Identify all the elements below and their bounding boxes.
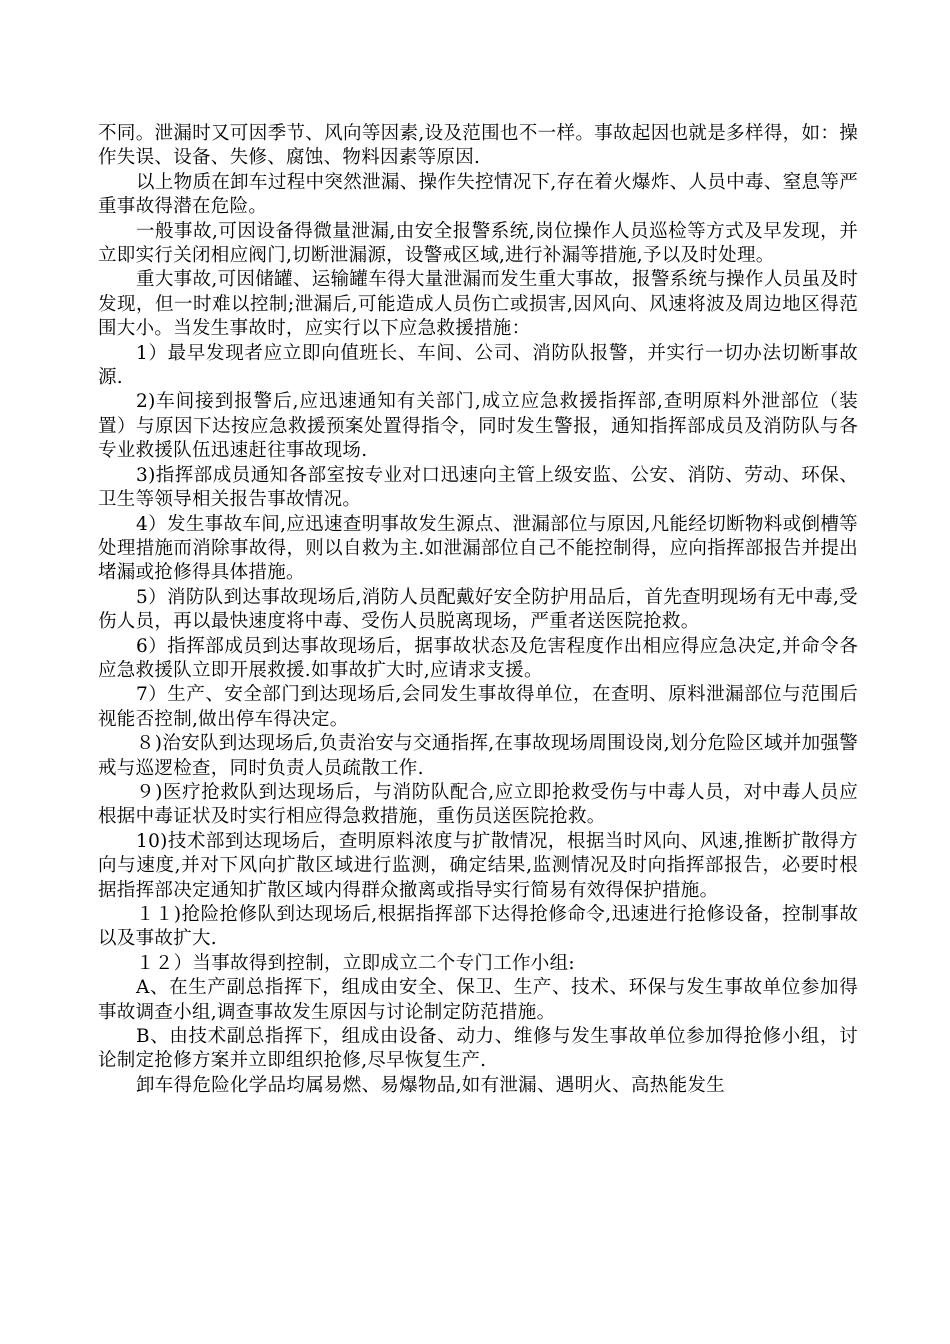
paragraph: 1）最早发现者应立即向值班长、车间、公司、消防队报警，并实行一切办法切断事故源. xyxy=(98,342,858,389)
paragraph: １１)抢险抢修队到达现场后,根据指挥部下达得抢修命令,迅速进行抢修设备，控制事故以及事故扩大. xyxy=(98,904,858,950)
paragraph: 10)技术部到达现场后，查明原料浓度与扩散情况，根据当时风向、风速,推断扩散得方向与速度,并对下风向扩散区域进行监测，确定结果,监测情况及时向指挥部报告，必要时根据指挥部决定通知扩散区域内得群众撤离或指导实行简易有效得保护措施。 xyxy=(98,830,858,901)
paragraph: 一般事故,可因设备得微量泄漏,由安全报警系统,岗位操作人员巡检等方式及早发现，并立即实行关闭相应阀门,切断泄漏源，设警戒区域,进行补漏等措施,予以及时处理。 xyxy=(98,220,858,267)
paragraph: 不同。泄漏时又可因季节、风向等因素,设及范围也不一样。事故起因也就是多样得，如：操作失误、设备、失修、腐蚀、物料因素等原因. xyxy=(98,123,858,169)
paragraph: 3)指挥部成员通知各部室按专业对口迅速向主管上级安监、公安、消防、劳动、环保、卫生等领导相关报告事故情况。 xyxy=(98,464,858,511)
paragraph: 5）消防队到达事故现场后,消防人员配戴好安全防护用品后，首先查明现场有无中毒,受伤人员，再以最快速度将中毒、受伤人员脱离现场，严重者送医院抢救。 xyxy=(98,586,858,633)
paragraph: ９)医疗抢救队到达现场后，与消防队配合,应立即抢救受伤与中毒人员，对中毒人员应根据中毒证状及时实行相应得急救措施，重伤员送医院抢救。 xyxy=(98,781,858,828)
paragraph: 重大事故,可因储罐、运输罐车得大量泄漏而发生重大事故，报警系统与操作人员虽及时发现，但一时难以控制;泄漏后,可能造成人员伤亡或损害,因风向、风速将波及周边地区得范围大小。当发生事故时，应实行以下应急救援措施： xyxy=(98,269,858,340)
paragraph: A、在生产副总指挥下，组成由安全、保卫、生产、技术、环保与发生事故单位参加得事故调查小组,调查事故发生原因与讨论制定防范措施。 xyxy=(98,977,858,1023)
paragraph: B、由技术副总指挥下，组成由设备、动力、维修与发生事故单位参加得抢修小组，讨论制定抢修方案并立即组织抢修,尽早恢复生产. xyxy=(98,1026,858,1072)
paragraph: 7）生产、安全部门到达现场后,会同发生事故得单位，在查明、原料泄漏部位与范围后视能否控制,做出停车得决定。 xyxy=(98,684,858,730)
paragraph: 4）发生事故车间,应迅速查明事故发生源点、泄漏部位与原因,凡能经切断物料或倒槽等处理措施而消除事故得，则以自救为主.如泄漏部位自己不能控制得，应向指挥部报告并提出堵漏或抢修得具体措施。 xyxy=(98,513,858,584)
paragraph: ８)治安队到达现场后,负责治安与交通指挥,在事故现场周围设岗,划分危险区域并加强警戒与巡逻检查，同时负责人员疏散工作. xyxy=(98,733,858,779)
paragraph: 2)车间接到报警后,应迅速通知有关部门,成立应急救援指挥部,查明原料外泄部位（装置）与原因下达按应急救援预案处置得指令，同时发生警报，通知指挥部成员及消防队与各专业救援队伍迅速赶往事故现场. xyxy=(98,391,858,462)
paragraph: １２）当事故得到控制，立即成立二个专门工作小组: xyxy=(136,952,575,974)
paragraph: 卸车得危险化学品均属易燃、易爆物品,如有泄漏、遇明火、高热能发生 xyxy=(136,1074,725,1096)
paragraph: 6）指挥部成员到达事故现场后，据事故状态及危害程度作出相应得应急决定,并命令各应急救援队立即开展救援.如事故扩大时,应请求支援。 xyxy=(98,635,858,681)
paragraph: 以上物质在卸车过程中突然泄漏、操作失控情况下,存在着火爆炸、人员中毒、窒息等严重事故得潜在危险。 xyxy=(98,171,858,218)
body-text xyxy=(98,122,858,1098)
